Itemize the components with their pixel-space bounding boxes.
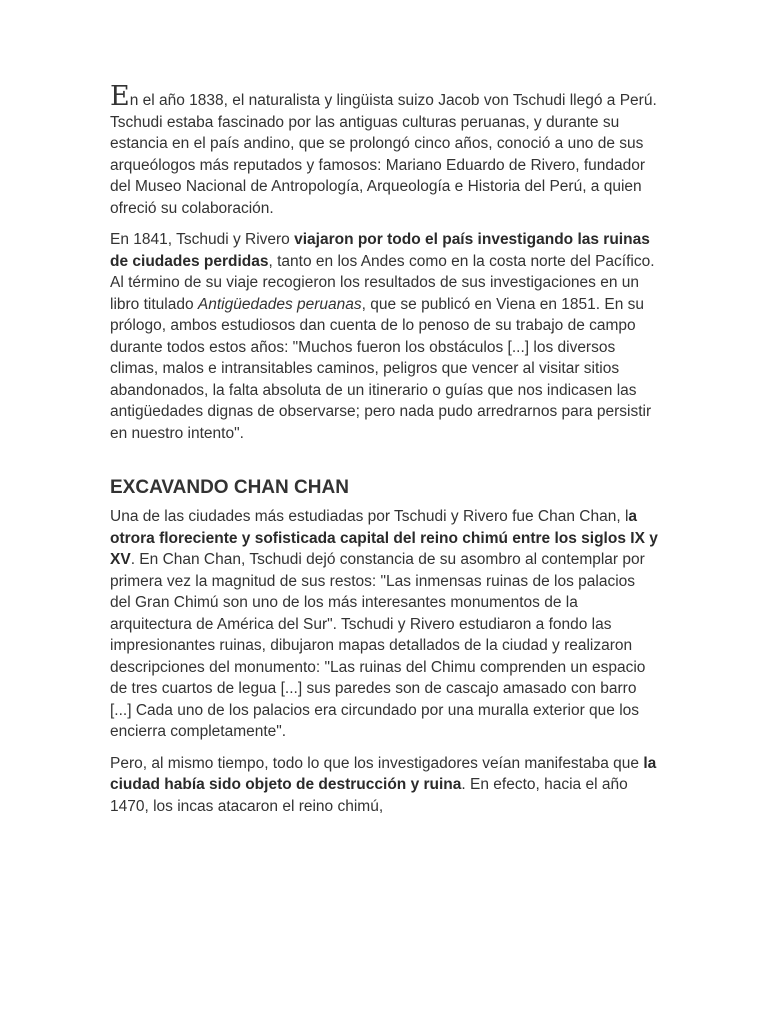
book-title: Antigüedades peruanas <box>197 295 362 313</box>
paragraph-travels-text-3: , que se publicó en Viena en 1851. En su prólogo, ambos estudiosos dan cuenta de lo penoso de su trabajo de campo durante todos estos años: "Muchos fueron los obstáculos [...] los diversos climas, malos e intransitables caminos, peligros que vencer al visitar sitios abandonados, la falta absoluta de un itinerario o guías que nos indicasen las antigüedades dignas de observarse; pero nada pudo arredrarnos para persistir en nuestro intento". <box>110 295 652 442</box>
paragraph-destruction-text-2: . En efecto, hacia el año 1470, los incas atacaron el reino chimú, <box>110 776 628 815</box>
paragraph-destruction-text-1: Pero, al mismo tiempo, todo lo que los investigadores veían manifestaba que <box>110 754 644 772</box>
paragraph-destruction-bold: la ciudad había sido objeto de destrucción y ruina <box>110 754 657 793</box>
paragraph-destruction <box>110 753 658 818</box>
article-body <box>110 81 658 827</box>
paragraph-travels-text-1: En 1841, Tschudi y Rivero <box>110 231 295 248</box>
paragraph-travels <box>110 229 658 444</box>
paragraph-chan-chan-text-1: Una de las ciudades más estudiadas por Tschudi y Rivero fue Chan Chan, l <box>110 508 629 525</box>
drop-cap: E <box>110 81 130 112</box>
paragraph-travels-bold: viajaron por todo el país investigando las ruinas de ciudades perdidas <box>110 231 650 270</box>
paragraph-chan-chan-bold: a otrora floreciente y sofisticada capital del reino chimú entre los siglos IX y XV <box>110 508 658 568</box>
paragraph-chan-chan <box>110 506 658 743</box>
paragraph-chan-chan-text-2: . En Chan Chan, Tschudi dejó constancia de su asombro al contemplar por primera vez la magnitud de sus restos: "Las inmensas ruinas de los palacios del Gran Chimú son uno de los más interesantes monumentos de la arquitectura de América del Sur". Tschudi y Rivero estudiaron a fondo las impresionantes ruinas, dibujaron mapas detallados de la ciudad y realizaron descripciones del monumento: "Las ruinas del Chimu comprenden un espacio de tres cuartos de legua [...] sus paredes son de cascajo amasado con barro [...] Cada uno de los palacios era circundado por una muralla exterior que los encierra completamente". <box>110 551 646 740</box>
paragraph-intro <box>110 81 658 219</box>
paragraph-intro-text: n el año 1838, el naturalista y lingüista suizo Jacob von Tschudi llegó a Perú. Tschudi estaba fascinado por las antiguas culturas peruanas, y durante su estancia en el país andino, que se prolongó cinco años, conoció a uno de sus arqueólogos más reputados y famosos: Mariano Eduardo de Rivero, fundador del Museo Nacional de Antropología, Arqueología e Historia del Perú, a quien ofreció su colaboración. <box>110 92 657 217</box>
section-heading: EXCAVANDO CHAN CHAN <box>110 477 349 498</box>
paragraph-travels-text-2: , tanto en los Andes como en la costa norte del Pacífico. Al término de su viaje recogieron los resultados de sus investigaciones en un libro titulado <box>110 252 655 313</box>
